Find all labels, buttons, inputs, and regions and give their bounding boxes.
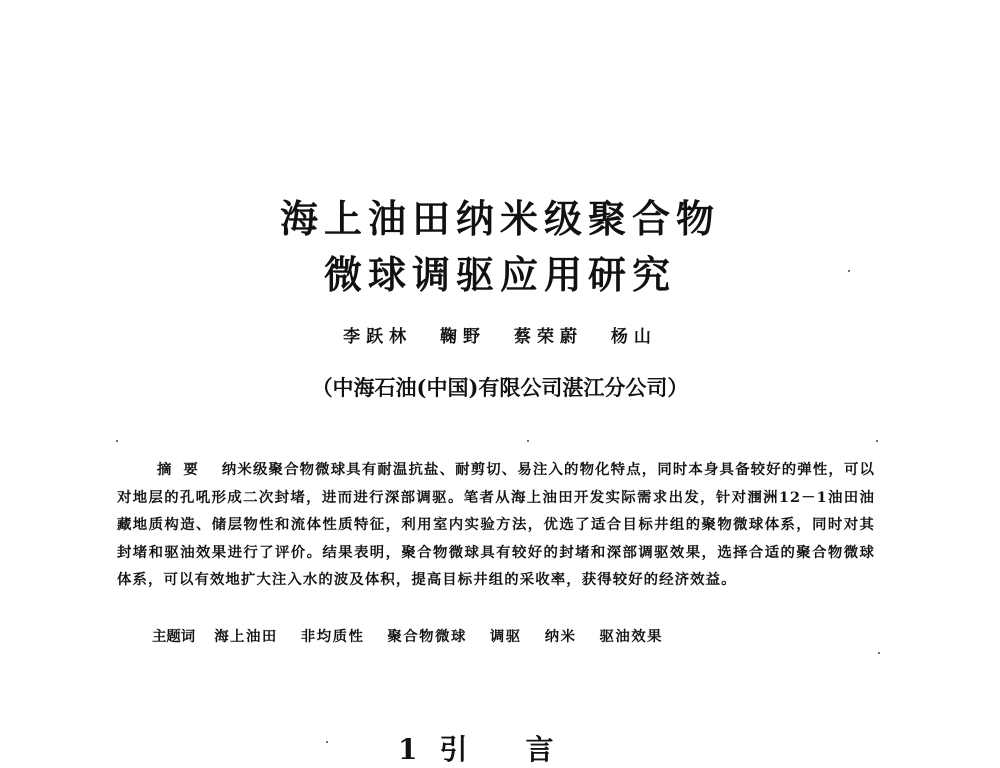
section-number: 1 <box>398 733 418 766</box>
abstract-text: 纳米级聚合物微球具有耐温抗盐、耐剪切、易注入的物化特点，同时本身具备较好的弹性，可以对地层的孔吼形成二次封堵，进而进行深部调驱。笔者从海上油田开发实际需求出发，针对涠洲12－1油田油藏地质构造、储层物性和流体性质特征，利用室内实验方法，优选了适合目标井组的聚物微球体系，同时对其封堵和驱油效果进行了评价。结果表明，聚合物微球具有较好的封堵和深部调驱效果，选择合适的聚合物微球体系，可以有效地扩大注入水的波及体积，提高目标井组的采收率，获得较好的经济效益。 <box>117 461 875 588</box>
author-affiliation: （中海石油(中国)有限公司湛江分公司） <box>311 375 689 400</box>
abstract <box>117 456 875 594</box>
scan-speck <box>326 741 328 743</box>
keyword-item: 驱油效果 <box>599 628 664 645</box>
section-heading <box>398 728 612 768</box>
author-3: 蔡荣蔚 <box>513 327 583 347</box>
keyword-item: 海上油田 <box>214 628 278 645</box>
scan-speck <box>527 440 529 442</box>
scan-speck <box>116 440 118 442</box>
keywords <box>152 625 681 649</box>
abstract-label: 摘要 <box>157 461 210 478</box>
scan-speck <box>848 270 850 272</box>
keywords-label: 主题词 <box>152 628 196 645</box>
section-title: 引言 <box>439 733 612 766</box>
scan-speck <box>876 440 878 442</box>
keyword-item: 纳米 <box>544 628 577 645</box>
author-2: 鞠野 <box>440 327 487 347</box>
keyword-item: 调驱 <box>489 628 522 645</box>
scan-speck <box>878 652 880 654</box>
keyword-item: 非均质性 <box>300 628 365 645</box>
author-4: 杨山 <box>610 327 657 347</box>
keyword-item: 聚合物微球 <box>387 628 467 645</box>
author-list <box>0 322 1000 347</box>
paper-title-line-2: 微球调驱应用研究 <box>323 252 676 297</box>
author-1: 李跃林 <box>343 327 413 347</box>
paper-title-line-1: 海上油田纳米级聚合物 <box>279 196 720 241</box>
